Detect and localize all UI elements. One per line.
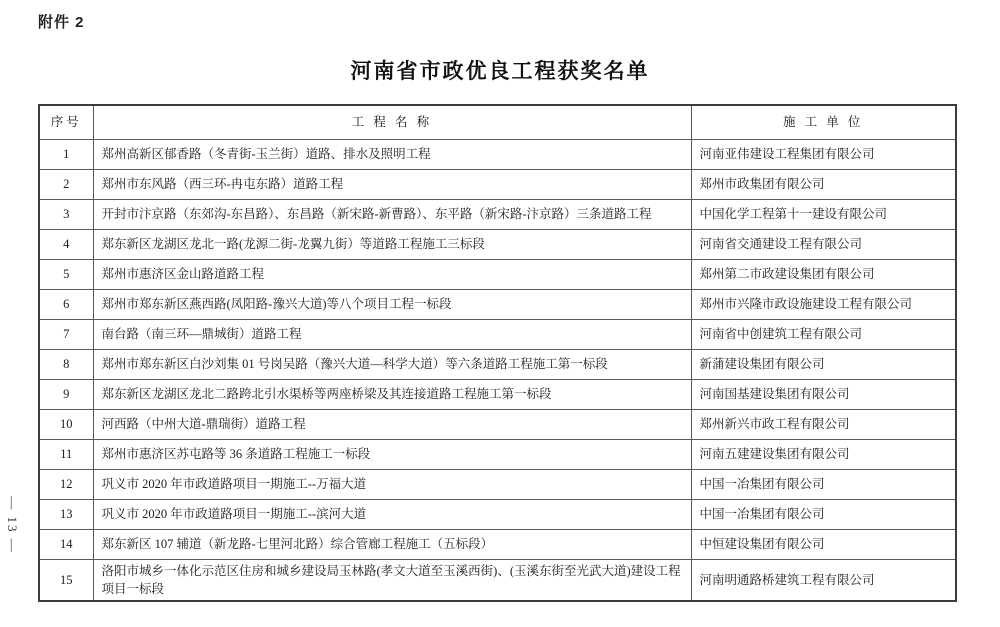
row-no: 3 xyxy=(39,199,93,229)
row-no: 9 xyxy=(39,379,93,409)
header-no: 序号 xyxy=(39,105,93,139)
row-no: 13 xyxy=(39,499,93,529)
project-name: 开封市汴京路（东郊沟-东昌路）、东昌路（新宋路-新曹路）、东平路（新宋路-汴京路）三条道路工程 xyxy=(93,199,691,229)
row-no: 10 xyxy=(39,409,93,439)
company-name: 中国一冶集团有限公司 xyxy=(691,469,956,499)
company-name: 郑州第二市政建设集团有限公司 xyxy=(691,259,956,289)
header-project: 工 程 名 称 xyxy=(93,105,691,139)
table-row xyxy=(39,139,956,169)
company-name: 河南亚伟建设工程集团有限公司 xyxy=(691,139,956,169)
row-no: 1 xyxy=(39,139,93,169)
row-no: 11 xyxy=(39,439,93,469)
project-name: 郑东新区龙湖区龙北一路(龙源二街-龙翼九街）等道路工程施工三标段 xyxy=(93,229,691,259)
table-row xyxy=(39,409,956,439)
table-row xyxy=(39,349,956,379)
row-no: 15 xyxy=(39,559,93,601)
company-name: 中国化学工程第十一建设有限公司 xyxy=(691,199,956,229)
row-no: 12 xyxy=(39,469,93,499)
company-name: 郑州市政集团有限公司 xyxy=(691,169,956,199)
table-row xyxy=(39,439,956,469)
table-row xyxy=(39,199,956,229)
table-row xyxy=(39,379,956,409)
project-name: 郑州市郑东新区白沙刘集 01 号岗吴路（豫兴大道—科学大道）等六条道路工程施工第一标段 xyxy=(93,349,691,379)
row-no: 14 xyxy=(39,529,93,559)
company-name: 河南五建建设集团有限公司 xyxy=(691,439,956,469)
project-name: 郑州市惠济区金山路道路工程 xyxy=(93,259,691,289)
company-name: 中恒建设集团有限公司 xyxy=(691,529,956,559)
company-name: 河南省中创建筑工程有限公司 xyxy=(691,319,956,349)
project-name: 郑州市惠济区苏屯路等 36 条道路工程施工一标段 xyxy=(93,439,691,469)
project-name: 郑州市郑东新区燕西路(凤阳路-豫兴大道)等八个项目工程一标段 xyxy=(93,289,691,319)
project-name: 巩义市 2020 年市政道路项目一期施工--滨河大道 xyxy=(93,499,691,529)
page-number: — 13 — xyxy=(5,496,20,554)
table-row xyxy=(39,289,956,319)
project-name: 河西路（中州大道-鼎瑞街）道路工程 xyxy=(93,409,691,439)
attachment-label: 附件 2 xyxy=(38,14,85,31)
table-row xyxy=(39,259,956,289)
page-title: 河南省市政优良工程获奖名单 xyxy=(350,60,650,83)
project-name: 洛阳市城乡一体化示范区住房和城乡建设局玉林路(孝文大道至玉溪西街)、(玉溪东街至光武大道)建设工程项目一标段 xyxy=(93,559,691,601)
project-name: 南台路（南三环—鼎城街）道路工程 xyxy=(93,319,691,349)
row-no: 8 xyxy=(39,349,93,379)
row-no: 4 xyxy=(39,229,93,259)
company-name: 河南明通路桥建筑工程有限公司 xyxy=(691,559,956,601)
project-name: 郑州市东风路（西三环-冉屯东路）道路工程 xyxy=(93,169,691,199)
company-name: 郑州市兴隆市政设施建设工程有限公司 xyxy=(691,289,956,319)
table-row xyxy=(39,469,956,499)
row-no: 5 xyxy=(39,259,93,289)
table-header-row xyxy=(39,105,956,139)
row-no: 6 xyxy=(39,289,93,319)
table-row xyxy=(39,319,956,349)
table-row xyxy=(39,169,956,199)
company-name: 郑州新兴市政工程有限公司 xyxy=(691,409,956,439)
award-table xyxy=(38,104,957,602)
company-name: 河南省交通建设工程有限公司 xyxy=(691,229,956,259)
company-name: 河南国基建设集团有限公司 xyxy=(691,379,956,409)
header-company: 施 工 单 位 xyxy=(691,105,956,139)
project-name: 巩义市 2020 年市政道路项目一期施工--万福大道 xyxy=(93,469,691,499)
project-name: 郑州高新区郁香路（冬青街-玉兰街）道路、排水及照明工程 xyxy=(93,139,691,169)
company-name: 新蒲建设集团有限公司 xyxy=(691,349,956,379)
company-name: 中国一冶集团有限公司 xyxy=(691,499,956,529)
table-row xyxy=(39,229,956,259)
table-row xyxy=(39,499,956,529)
table-row xyxy=(39,529,956,559)
table-row xyxy=(39,559,956,601)
project-name: 郑东新区龙湖区龙北二路跨北引水渠桥等两座桥梁及其连接道路工程施工第一标段 xyxy=(93,379,691,409)
project-name: 郑东新区 107 辅道（新龙路-七里河北路）综合管廊工程施工（五标段） xyxy=(93,529,691,559)
row-no: 7 xyxy=(39,319,93,349)
row-no: 2 xyxy=(39,169,93,199)
